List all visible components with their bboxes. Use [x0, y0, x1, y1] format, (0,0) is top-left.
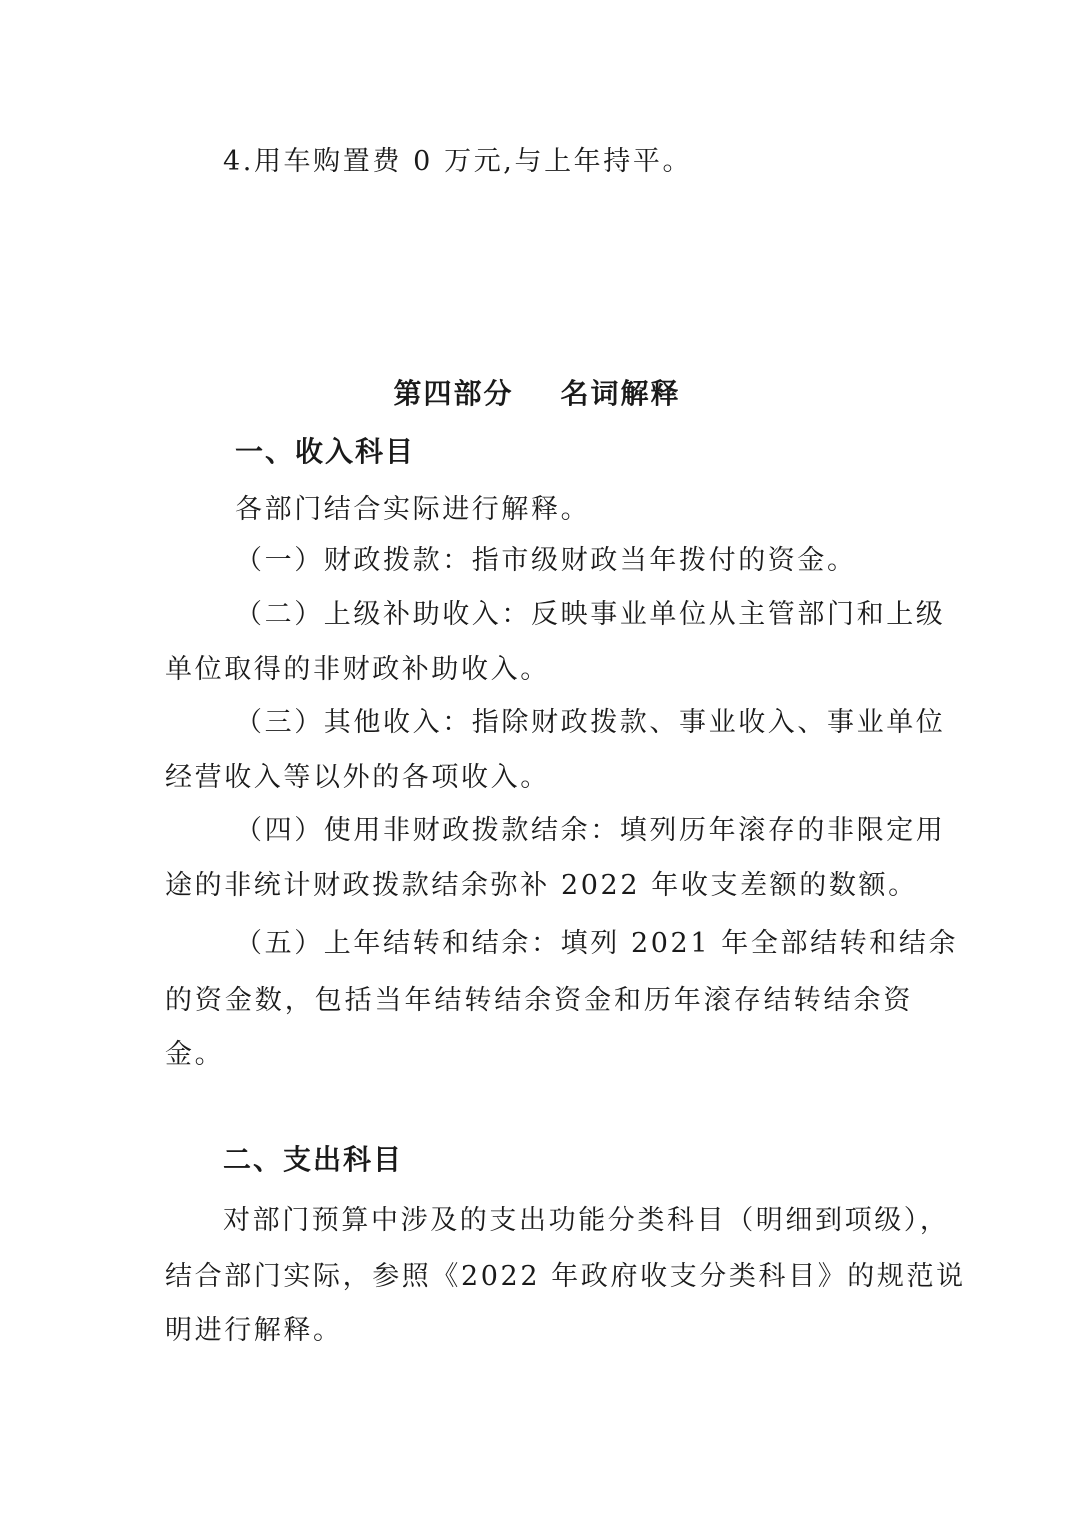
- income-item-5-line-2: 的资金数，包括当年结转结余资金和历年滚存结转结余资: [165, 985, 913, 1016]
- income-item-5-line-3: 金。: [165, 1039, 225, 1070]
- income-item-2-line-1: （二）上级补助收入：反映事业单位从主管部门和上级: [235, 599, 946, 630]
- income-intro: 各部门结合实际进行解释。: [235, 494, 591, 525]
- vehicle-purchase-line: 4.用车购置费 0 万元,与上年持平。: [223, 146, 693, 177]
- expense-text-line-2: 结合部门实际，参照《2022 年政府收支分类科目》的规范说: [165, 1261, 966, 1292]
- income-item-5-line-1: （五）上年结转和结余：填列 2021 年全部结转和结余: [235, 928, 959, 959]
- expense-text-line-3: 明进行解释。: [165, 1315, 343, 1346]
- income-item-1: （一）财政拨款：指市级财政当年拨付的资金。: [235, 545, 857, 576]
- expense-text-line-1: 对部门预算中涉及的支出功能分类科目（明细到项级），: [223, 1205, 950, 1236]
- income-item-2-line-2: 单位取得的非财政补助收入。: [165, 654, 550, 685]
- expense-section-heading: 二、支出科目: [223, 1143, 404, 1176]
- part-four-title: 第四部分 名词解释: [393, 377, 681, 410]
- income-item-3-line-2: 经营收入等以外的各项收入。: [165, 762, 550, 793]
- income-section-heading: 一、收入科目: [235, 435, 416, 468]
- income-item-4-line-1: （四）使用非财政拨款结余：填列历年滚存的非限定用: [235, 815, 946, 846]
- income-item-3-line-1: （三）其他收入：指除财政拨款、事业收入、事业单位: [235, 707, 946, 738]
- income-item-4-line-2: 途的非统计财政拨款结余弥补 2022 年收支差额的数额。: [165, 870, 918, 901]
